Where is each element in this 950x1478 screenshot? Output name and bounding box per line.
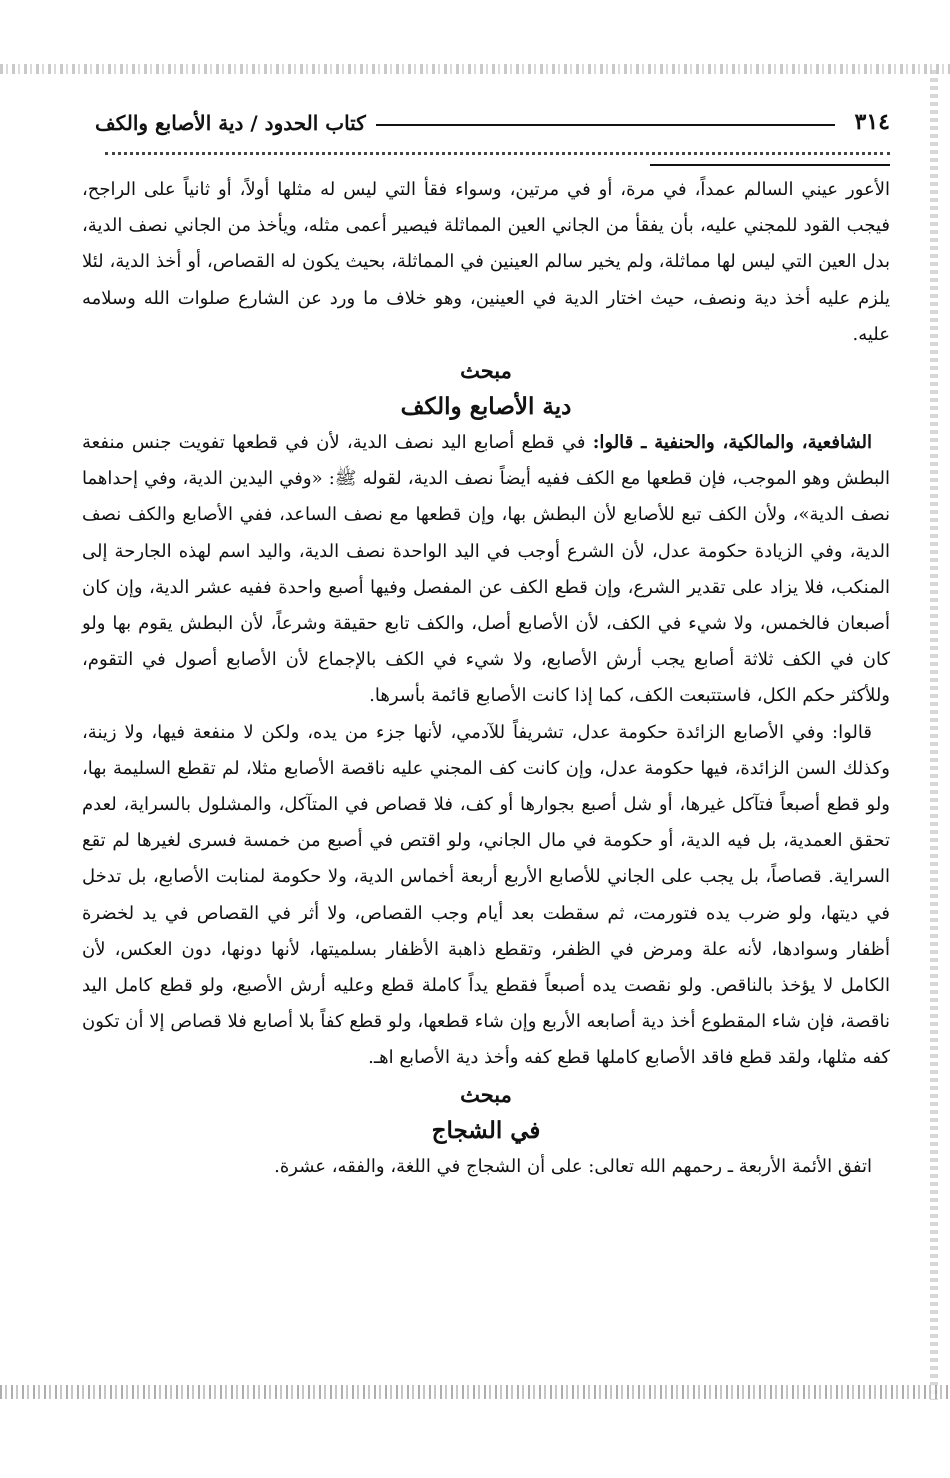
paragraph-head-wounds: اتفق الأئمة الأربعة ـ رحمهم الله تعالى: على أن الشجاج في اللغة، والفقه، عشرة. [274,1155,872,1177]
section-title: في الشجاج [431,1116,541,1144]
page-border-top [0,64,950,74]
header-rule [376,124,835,126]
running-header [95,95,890,135]
header-dotted-line [105,140,890,155]
header-title: كتاب الحدود / دية الأصابع والكف [95,111,366,135]
section-label: مبحث [460,1081,512,1107]
continuation-rule [650,164,890,166]
paragraph-fingers [82,425,890,715]
paragraph-continuation: الأعور عيني السالم عمداً، في مرة، أو في مرتين، وسواء فقأ التي ليس له مثلها أولاً، أو ثانياً على الراجح، فيجب القود للمجني عليه، بأن يفقأ من الجاني العين المماثلة فيصير أعمى مثله، ويأخذ من الجاني نصف الدية، بدل العين التي ليس لها مماثلة، ولم يخير سالم العينين في المماثلة، بحيث يكون له القصاص، أو أخذ الدية، لئلا يلزم عليه أخذ دية ونصف، حيث اختار الدية في العينين، وهو خلاف ما ورد عن الشارع صلوات الله وسلامه عليه. [82,179,891,345]
page-border-right [930,70,938,1400]
section-title: دية الأصابع والكف [400,393,572,421]
section-label: مبحث [460,358,512,384]
page-body [82,172,890,1185]
page-number: ٣١٤ [854,109,890,135]
paragraph-extra-fingers: قالوا: وفي الأصابع الزائدة حكومة عدل، تشريفاً للآدمي، لأنها جزء من يده، ولكن لا منفعة فيها، ولا زينة، وكذلك السن الزائدة، فيها حكومة عدل، وإن كانت كف المجني عليه ناقصة الأصابع مثلا، لم تقطع السليمة بها، ولو قطع أصبعاً فتآكل غيرها، أو شل أصبع بجوارها أو كف، فلا قصاص في المتآكل، والمشلول بالسراية، لعدم تحقق العمدية، بل فيه الدية، أو حكومة في مال الجاني، ولو اقتص في أصبع من خمسة فسرى لغيرها لم تقع السراية. قصاصاً، بل يجب على الجاني للأصابع الأربع أربعة أخماس الدية، ولا حكومة لمنابت الأصابع، بل تدخل في ديتها، ولو ضرب يده فتورمت، ثم سقطت بعد أيام وجب القصاص، ولا أثر في القصاص في يد لخضرة أظفار وسوادها، لأنه علة ومرض في الظفر، وتقطع ذاهبة الأظفار بسلميتها، لأنها دونها، دون العكس، لأن الكامل لا يؤخذ بالناقص. ولو نقصت يده أصبعاً فقطع يداً كاملة قطع وعليه أرش الأصبع، ولو قطع كامل اليد ناقصة، فإن شاء المقطوع أخذ دية أصابعه الأربع وإن شاء قطعها، ولو قطع كفاً بلا أصابع فلا قصاص إلا أن تكون كفه مثلها، ولقد قطع فاقد الأصابع كاملها قطع كفه وأخذ دية الأصابع اهـ. [82,721,890,1069]
page-border-bottom [0,1385,950,1399]
paragraph-lead: الشافعية، والمالكية، والحنفية ـ قالوا: [592,432,872,454]
paragraph-text: في قطع أصابع اليد نصف الدية، لأن في قطعها تفويت جنس منفعة البطش وهو الموجب، فإن قطعها مع الكف ففيه أيضاً نصف الدية، لقوله ﷺ: «وفي اليدين الدية، وفي إحداهما نصف الدية»، ولأن الكف تبع للأصابع لأن البطش بها، وإن قطعها مع نصف الساعد، ففي الأصابع والكف نصف الدية، وفي الزيادة حكومة عدل، لأن الشرع أوجب في اليد الواحدة نصف الدية، واليد اسم لهذه الجارحة إلى المنكب، فلا يزاد على تقدير الشرع، وإن قطع الكف عن المفصل وفيها أصبع واحدة ففيه عشر الدية، وإن كان أصبعان فالخمس، ولا شيء في الكف، لأن الأصابع أصل، والكف تابع حقيقة وشرعاً، لأن البطش يقوم بها ولو كان في الكف ثلاثة أصابع يجب أرش الأصابع، ولا شيء في الكف بالإجماع لأن الأصابع أصول في التقوم، وللأكثر حكم الكل، فاستتبعت الكف، كما إذا كانت الأصابع قائمة بأسرها. [82,432,890,707]
